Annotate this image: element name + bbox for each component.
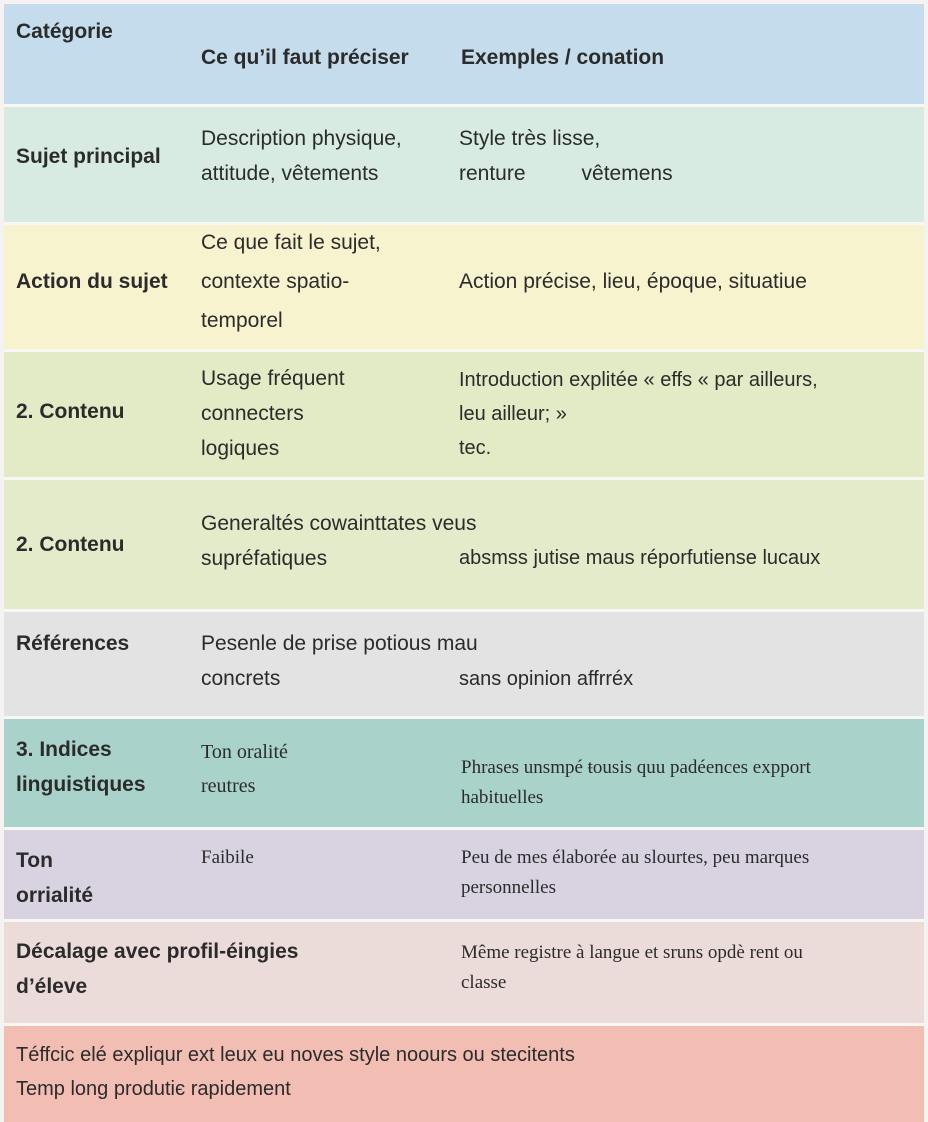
row-category: 2. Contenu: [16, 533, 125, 556]
row-precise: [201, 843, 254, 873]
text-line: habituelles: [461, 787, 544, 808]
text-line: Action précise, lieu, époque, situatiue: [459, 270, 807, 293]
text-line: personnelles: [461, 877, 556, 898]
text-line: Pesenle de prise potious mau: [201, 632, 478, 655]
text-line: Temp long produtiє rapidement: [16, 1078, 291, 1100]
text-line: absmss jutise maus réporfutiense lucaux: [459, 547, 821, 569]
row-category: 2. Contenu: [16, 400, 125, 423]
text-line: attitude, vêtements: [201, 162, 379, 185]
header-examples: Exemples / conation: [461, 46, 665, 69]
text-line: d’éleve: [16, 975, 88, 998]
table-row: [4, 225, 924, 352]
row-category: Références: [16, 632, 130, 655]
table-footer-row: [4, 1026, 924, 1122]
text-line: [459, 156, 673, 191]
row-category: [16, 732, 146, 802]
comparison-table: [4, 4, 924, 1122]
table-row: [4, 612, 924, 719]
text-line: Style très lisse,: [459, 127, 601, 150]
table-row: [4, 107, 924, 225]
text-line: Introduction explitée « effs « par ailleurs,: [459, 369, 818, 391]
row-examples: [459, 121, 673, 191]
text-line: Faibile: [201, 847, 254, 868]
text-line: orrialité: [16, 884, 94, 907]
text-line: Ce que fait le sujet,: [201, 231, 381, 254]
text-fragment: renture: [459, 162, 526, 185]
text-line: Ton oralité: [201, 741, 288, 763]
row-examples: [461, 843, 809, 903]
text-line: connecters: [201, 402, 304, 425]
row-precise: [201, 506, 476, 576]
row-precise: [201, 626, 478, 696]
text-line: supréfatiques: [201, 547, 328, 570]
text-line: Ton: [16, 849, 53, 872]
row-precise: [201, 121, 402, 191]
row-category: Sujet principal: [16, 145, 161, 168]
table-row: [4, 352, 924, 480]
table-row: [4, 480, 924, 612]
row-category: Action du sujet: [16, 270, 168, 293]
text-line: linguistiques: [16, 773, 146, 796]
row-precise: [201, 735, 288, 803]
row-category: [16, 843, 93, 913]
text-line: 3. Indices: [16, 738, 112, 761]
row-category: [16, 934, 298, 1004]
row-examples: [461, 938, 803, 998]
row-examples: [459, 363, 818, 465]
row-precise: [201, 225, 381, 338]
text-line: Usage fréquent: [201, 367, 345, 390]
text-line: Description physique,: [201, 127, 402, 150]
text-line: Generaltés cowainttates veus: [201, 512, 477, 535]
text-fragment: vêtemens: [581, 162, 673, 185]
row-examples: [461, 753, 811, 813]
row-examples: [459, 264, 807, 299]
text-line: Phrases unsmpé ŧousis quu padéences expport: [461, 757, 811, 778]
text-line: temporel: [201, 309, 283, 332]
text-line: Même registre à langue et sruns opdè rent ou: [461, 942, 803, 963]
row-examples: [459, 662, 633, 697]
text-line: Peu de mes élaborée au slourtes, peu marques: [461, 847, 810, 868]
header-precise: Ce qu’il faut préciser: [201, 46, 409, 69]
row-examples: [459, 541, 820, 576]
text-line: concrets: [201, 667, 281, 690]
text-line: sans opinion affrréx: [459, 668, 634, 690]
text-line: tec.: [459, 437, 492, 459]
footer-text: [16, 1038, 575, 1106]
header-category: Catégorie: [16, 20, 113, 43]
text-line: classe: [461, 972, 507, 993]
text-line: logiques: [201, 437, 280, 460]
text-line: contexte spatio-: [201, 270, 350, 293]
table-row: [4, 719, 924, 830]
table-row: [4, 830, 924, 922]
row-precise: [201, 361, 345, 466]
table-header-row: [4, 4, 924, 107]
text-line: Téffcic elé expliqur ext leux eu noves style noours ou stecitents: [16, 1044, 575, 1066]
text-line: leu ailleur; »: [459, 403, 567, 425]
table-row: [4, 922, 924, 1026]
text-line: reutres: [201, 775, 256, 797]
text-line: Décalage avec profil-éingies: [16, 940, 299, 963]
